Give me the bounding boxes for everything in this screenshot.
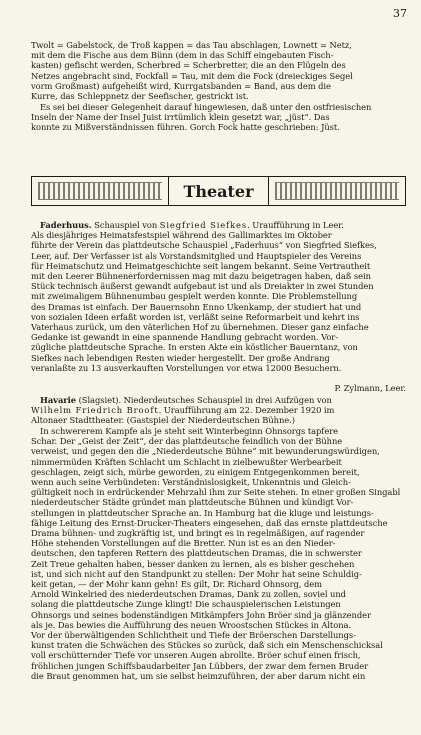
review-author-brooft: Wilhelm Friedrich Brooft xyxy=(31,405,159,416)
review-author-siefkes: Siegfried Siefkes xyxy=(159,220,248,230)
page-number: 37 xyxy=(393,7,407,20)
intro-paragraph-juist-note: Es sei bei dieser Gelegenheit darauf hingewiesen, daß unter den ostfriesischen Inseln der Name der Insel Juist irrtümlich klein gesetzt war, „jüst“. Das konnte zu Mißverständnissen führen. Gorch Fock hatte geschrieben: Jüst. xyxy=(31,102,372,133)
review-faderhuus: Faderhuus. Schauspiel von Siegfried Siefkes. Uraufführung in Leer. Als diesjähriges Heimatsfestspiel während des Gallimarktes im Oktober führte der Verein das plattdeutsche Schauspiel „Faderhuus“ von Siegfried Siefkes, Leer, auf. Der Verfasser ist als Vorstandsmitglied und Hauptspieler des Vereins für Heimatschutz und Heimatgeschichte seit langem bekannt. Seine Vertrautheit mit den Leerer Bühnenerfordernissen mag mit dazu beigetragen haben, daß sein Stück technisch äußerst gewandt aufgebaut ist und als Dreiakter in zwei Stunden mit zweimaligem Bühnenumbau gespielt werden konnte. Die Problemstellung des Dramas ist einfach. Der Bauernsohn Enno Ukenkamp, der studiert hat und von sozialen Ideen erfaßt worden ist, verläßt seine Reformarbeit und kehrt ins Vaterhaus zurück, um den väterlichen Hof zu übernehmen. Dieser ganz einfache Gedanke ist gewandt in eine spannende Handlung gebracht worden. Vor- zügliche plattdeutsche Sprache. In ersten Akte ein köstlicher Bauerntanz, von Siefkes nach lebendigen Resten wieder hergestellt. Der große Andrang veranlaßte zu 13 ausverkauften Vorstellungen vor etwa 12000 Besuchern. xyxy=(31,220,377,373)
review-havarie-heading: Havarie (Slagsiet). Niederdeutsches Schauspiel in drei Aufzügen von Wilhelm Friedrich Brooft. Uraufführung am 22. Dezember 1920 im Altonaer Stadttheater. (Gastspiel der Niederdeutschen Bühne.) xyxy=(31,395,335,426)
review-signature-zylmann: P. Zylmann, Leer. xyxy=(334,383,406,393)
review-havarie-body: In schwererem Kampfe als je steht seit Winterbeginn Ohnsorgs tapfere Schar. Der „Geist der Zeit“, der das plattdeutsche feindlich von der Bühne verweist, und gegen den die „Niederdeutsche Bühne“ mit bewunderungswürdigen, nimmermüden Kräften Schlacht um Schlacht in zielbewußter Werbearbeit geschlagen, zeigt sich, mürbe geworden, zu einigem Entgegenkommen bereit, wenn auch seine Verbündeten: Verständnislosigkeit, Unkenntnis und Gleich- gültigkeit noch in erdrückender Mehrzahl ihm zur Seite stehen. In einer großen Singabl niederdeutscher Städte gründet man plattdeutsche Bühnen und kündigt Vor- stellungen in plattdeutscher Sprache an. In Hamburg hat die kluge und leistungs- fähige Leitung des Ernst-Drucker-Theaters eingesehen, daß das ernste plattdeutsche Drama bühnen- und zugkräftig ist, und bringt es in regelmäßigen, auf ragender Höhe stehenden Vorstellungen auf die Bretter. Nun ist es an den Nieder- deutschen, den tapferen Rettern des plattdeutschen Dramas, die in schwerster Zeit Treue gehalten haben, besser danken zu lernen, als es bisher geschehen ist, und sich nicht auf den Standpunkt zu stellen: Der Mohr hat seine Schuldig- keit getan, — der Mohr kann gehn! Es gilt, Dr. Richard Ohnsorg, dem Arnold Winkelried des niederdeutschen Dramas, Dank zu zollen, soviel und solang die plattdeutsche Zunge klingt! Die schauspielerischen Leistungen Ohnsorgs und seines bodenständigen Mitkämpfers John Bröer sind ja glänzender als je. Das bewies die Aufführung des neuen Wroostschen Stückes in Altona. Vor der überwältigenden Schlichtheit und Tiefe der Bröerschen Darstellungs- kunst traten die Schwächen des Stückes so zurück, daß sich ein Menschenschicksal voll erschütternder Tiefe vor unseren Augen abrollte. Bröer schuf einen frisch, fröhlichen jungen Schiffsbaudarbeiter Jan Lübbers, der zwar dem fernen Bruder die Braut genommen hat, um sie selbst heimzuführen, der aber darum nicht ein xyxy=(31,426,401,681)
review-title-faderhuus: Faderhuus. xyxy=(40,220,92,230)
section-title: Theater xyxy=(168,177,268,205)
intro-paragraph-glossary: Twolt = Gabelstock, de Troß kappen = das Tau abschlagen, Lownett = Netz, mit dem die Fische aus dem Bünn (dem in das Schiff eingebauten Fisch- kasten) gefischt werden, Scherbred = Scherbretter, die an den Flügeln des Netzes angebracht sind, Fockfall = Tau, mit dem die Fock (dreieckiges Segel vorm Großmast) aufgeheißt wird, Kurrgatsbanden = Band, aus dem die Kurre, das Schleppnetz der Seefischer, gestrickt ist. xyxy=(31,40,353,102)
ornament-right xyxy=(275,182,399,200)
ornament-left xyxy=(38,182,162,200)
section-banner xyxy=(31,176,406,206)
review-title-havarie: Havarie xyxy=(40,395,76,405)
